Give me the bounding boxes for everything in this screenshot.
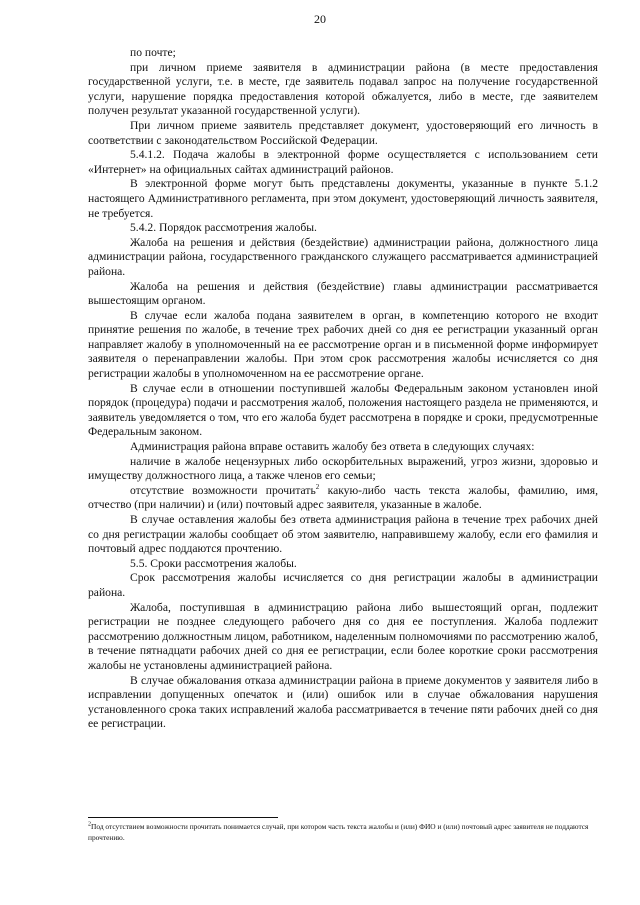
paragraph: наличие в жалобе нецензурных либо оскорбительных выражений, угроз жизни, здоровью и имуществу должностного лица, а также членов его семьи; <box>88 454 598 483</box>
paragraph: В случае оставления жалобы без ответа администрация района в течение трех рабочих дней со дня регистрации жалобы сообщает об этом заявителю, направившему жалобу, если его фамилия и почтовый адрес поддаются прочтению. <box>88 513 598 556</box>
paragraph-with-footnote <box>88 484 598 513</box>
footnote-reference: 2 <box>315 482 320 491</box>
document-body <box>88 46 598 732</box>
paragraph: 5.4.1.2. Подача жалобы в электронной форме осуществляется с использованием сети «Интернет» на официальных сайтах администраций районов. <box>88 148 598 176</box>
paragraph: При личном приеме заявитель представляет документ, удостоверяющий его личность в соответствии с законодательством Российской Федерации. <box>88 118 598 147</box>
section-heading: 5.5. Сроки рассмотрения жалобы. <box>130 556 297 570</box>
footnote-text: Под отсутствием возможности прочитать понимается случай, при котором часть текста жалобы и (или) ФИО и (или) почтовый адрес заявителя не поддаются прочтению. <box>88 822 589 842</box>
paragraph: Срок рассмотрения жалобы исчисляется со дня регистрации жалобы в администрации района. <box>88 571 598 599</box>
page-number: 20 <box>314 12 326 26</box>
paragraph-part: отсутствие возможности прочитать <box>130 483 316 497</box>
paragraph: Жалоба, поступившая в администрацию района либо вышестоящий орган, подлежит регистрации не позднее следующего рабочего дня со дня ее поступления. Жалоба подлежит рассмотрению должностным лицом, работником, наделенным полномочиями по рассмотрению жалоб, в течение пятнадцати рабочих дней со дня ее регистрации, если более короткие сроки рассмотрения жалобы не установлены администрацией района. <box>88 600 598 672</box>
footnote-marker: 2 <box>88 821 91 828</box>
footnote <box>88 822 598 843</box>
paragraph: Жалоба на решения и действия (бездействие) главы администрации рассматривается вышестоящим органом. <box>88 279 598 308</box>
paragraph-part: какую-либо часть текста жалобы, фамилию, имя, отчество (при наличии) и (или) почтовый адрес заявителя, указанные в жалобе. <box>88 483 598 512</box>
paragraph: Администрация района вправе оставить жалобу без ответа в следующих случаях: <box>130 440 535 454</box>
footnote-divider <box>88 817 278 818</box>
paragraph: В случае если жалоба подана заявителем в орган, в компетенцию которого не входит принятие решения по жалобе, в течение трех рабочих дней со дня ее регистрации указанный орган направляет жалобу в уполномоченный на ее рассмотрение орган и в письменной форме информирует заявителя о перенаправлении жалобы. При этом срок рассмотрения жалобы исчисляется со дня регистрации жалобы в уполномоченном на ее рассмотрение органе. <box>88 308 598 381</box>
paragraph: В случае обжалования отказа администрации района в приеме документов у заявителя либо в исправлении допущенных опечаток и (или) ошибок или в случае обжалования нарушения установленного срока таких исправлений жалоба рассматривается в течение пяти рабочих дней со дня ее регистрации. <box>88 673 598 731</box>
section-heading: 5.4.2. Порядок рассмотрения жалобы. <box>130 221 317 235</box>
paragraph: В электронной форме могут быть представлены документы, указанные в пункте 5.1.2 настоящего Административного регламента, при этом документ, удостоверяющий личность заявителя, не требуется. <box>88 177 598 220</box>
paragraph: по почте; <box>130 46 176 59</box>
paragraph: В случае если в отношении поступившей жалобы Федеральным законом установлен иной порядок (процедура) подачи и рассмотрения жалоб, положения настоящего раздела не применяются, и заявитель уведомляется о том, что его жалоба будет рассмотрена в порядке и сроки, предусмотренные Федеральным законом. <box>88 381 598 439</box>
paragraph: при личном приеме заявителя в администрации района (в месте предоставления государственной услуги, т.е. в месте, где заявитель подавал запрос на получение государственной услуги, нарушение порядка предоставления которой обжалуется, либо в месте, где заявителем получен результат указанной государственной услуги). <box>88 60 598 118</box>
paragraph: Жалоба на решения и действия (бездействие) администрации района, должностного лица администрации района, государственного гражданского служащего рассматривается администрацией района. <box>88 235 598 278</box>
